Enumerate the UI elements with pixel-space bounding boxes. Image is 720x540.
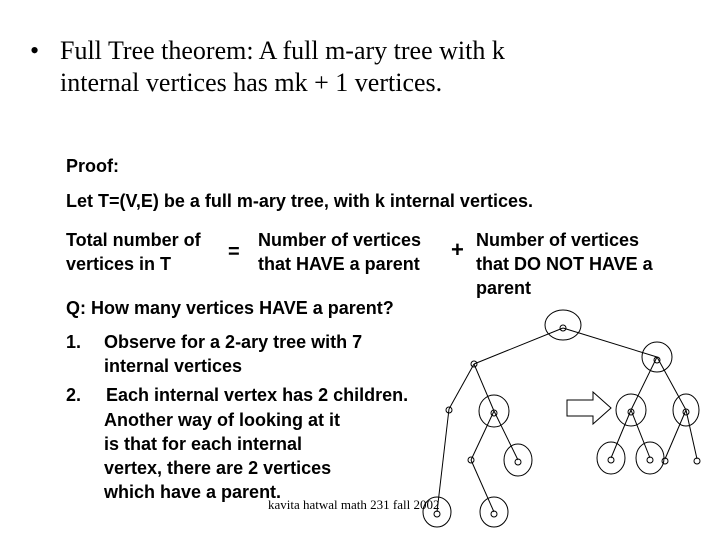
theorem-line-2: internal vertices has mk + 1 vertices. [60,68,443,97]
tree-edge [657,357,686,410]
no-parent-line-2: that DO NOT HAVE a [476,254,653,274]
item-2-line-2: Another way of looking at it [104,410,341,430]
footer-credit: kavita hatwal math 231 fall 2002 [268,497,440,512]
item-2-line-5: which have a parent. [104,482,282,502]
tree-edge [631,410,650,458]
tree-edge [686,410,697,459]
tree-edge [471,411,494,460]
item-2-line-3: is that for each internal [104,434,303,454]
have-parent-line-1: Number of vertices [258,230,422,250]
item-1-number: 1. [66,332,82,352]
bullet-marker: • [30,36,40,65]
equals-sign: = [228,241,240,263]
tree-edge [474,328,563,364]
item-2-number: 2. [66,385,82,405]
no-parent-line-3: parent [476,278,532,298]
total-vertices-line-2: vertices in T [66,254,172,274]
right-arrow-icon [567,392,611,424]
tree-edge [611,410,631,458]
item-1-line-2: internal vertices [104,356,243,376]
theorem-line-1: Full Tree theorem: A full m-ary tree with k [60,36,505,65]
question: Q: How many vertices HAVE a parent? [66,298,394,318]
let-statement: Let T=(V,E) be a full m-ary tree, with k internal vertices. [66,191,533,211]
item-2-line-4: vertex, there are 2 vertices [104,458,332,478]
plus-sign: + [451,237,464,262]
total-vertices-line-1: Total number of [66,230,201,250]
proof-label: Proof: [66,156,119,176]
have-parent-line-2: that HAVE a parent [258,254,420,274]
tree-edge [474,364,494,411]
no-parent-line-1: Number of vertices [476,230,640,250]
item-2-line-1: Each internal vertex has 2 children. [106,385,409,405]
item-1-line-1: Observe for a 2-ary tree with 7 [104,332,363,352]
tree-edge [449,364,474,409]
tree-edge [665,410,686,459]
